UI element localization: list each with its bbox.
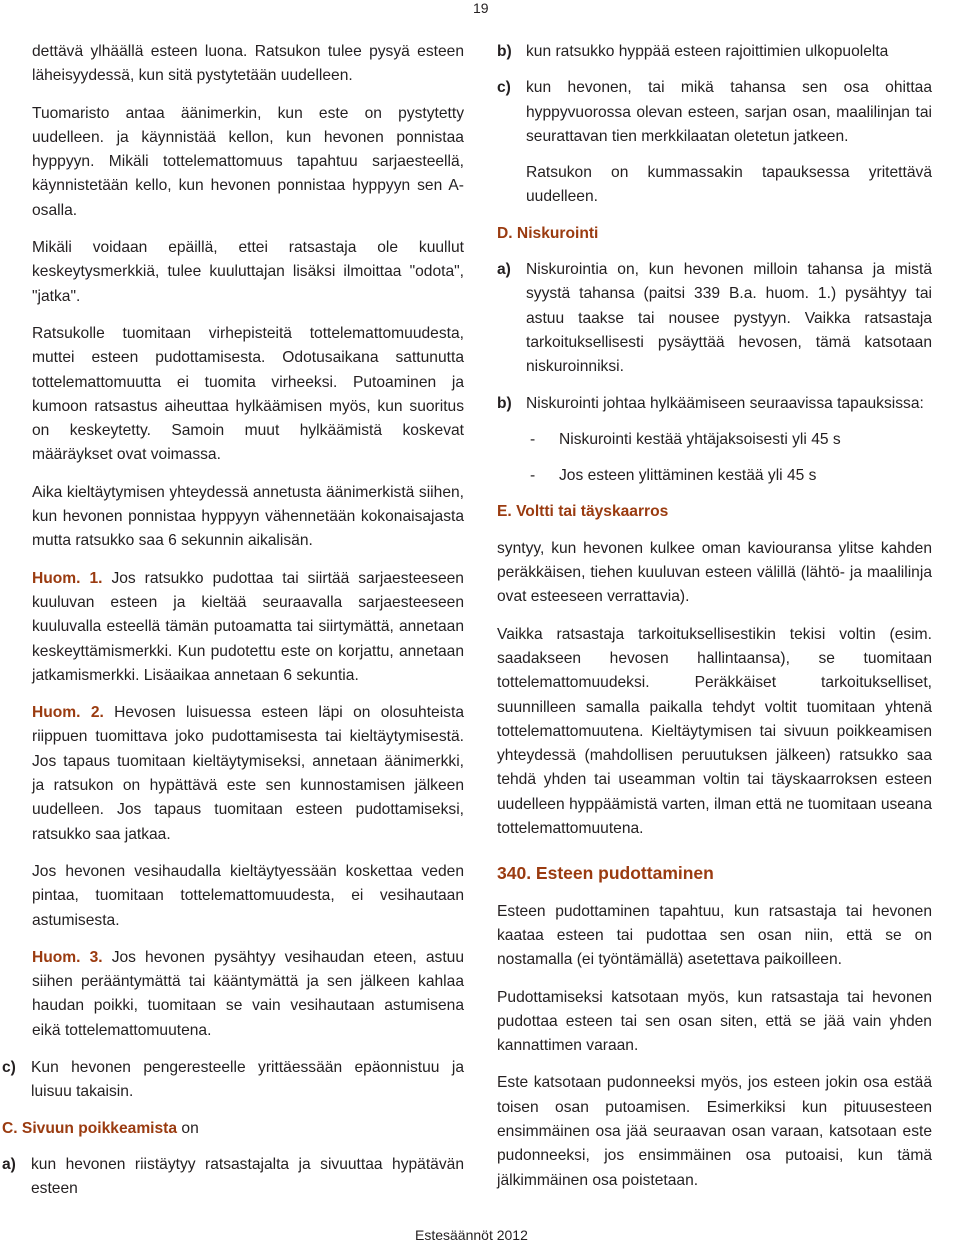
list-marker: a) [2,1155,16,1173]
dash-item-text: Niskurointi kestää yhtäjaksoisesti yli 45 s [559,430,841,448]
paragraph: Pudottamiseksi katsotaan myös, kun ratsastaja tai hevonen pudottaa esteen tai sen osan siten, että se jää vain yhden kannattimen varaan. [497,988,932,1055]
note-text: Jos hevonen pysähtyy vesihaudan eteen, astuu siihen perääntymättä tai kääntymättä ja sen jälkeen kahlaa haudan poikki, tuomitaan se vain vesihautaan astumisena eikä tottelemattomuutena. [32,948,464,1039]
list-item [497,392,932,416]
page-footer: Estesäännöt 2012 [415,1227,528,1243]
list-item [497,258,932,379]
dash-item [497,428,932,452]
paragraph: Jos hevonen vesihaudalla kieltäytyessään koskettaa veden pintaa, tuomitaan tottelemattomuudesta, ei vesihautaan astumisesta. [32,862,464,929]
list-item [497,40,932,64]
paragraph: Aika kieltäytymisen yhteydessä annetusta äänimerkistä siihen, kun hevonen ponnistaa hyppyyn vähennetään kokonaisajasta mutta ratsukko saa 6 sekunnin aikalisän. [32,483,464,550]
dash-marker: - [530,430,536,448]
section-heading-suffix: on [177,1119,199,1137]
note-label: Huom. 1. [32,569,103,587]
list-item [497,76,932,209]
list-item-text: Niskurointi johtaa hylkäämiseen seuraavissa tapauksissa: [526,394,924,412]
note-paragraph [32,946,464,1043]
dash-marker: - [530,467,536,485]
list-marker: a) [497,261,511,279]
section-heading-d: D. Niskurointi [497,224,599,242]
list-item-text: Kun hevonen pengeresteelle yrittäessään epäonnistuu ja luisuu takaisin. [31,1058,464,1101]
left-column [2,40,464,1213]
paragraph: Vaikka ratsastaja tarkoituksellisestikin tekisi voltin (esim. saadakseen hevosen hallintaansa), se tuomitaan tottelemattomuudeksi. Peräkkäiset tarkoitukselliset, suunnilleen samalla paikalla tehdyt voltit tuomitaan yhtenä tottelemattomuutena. Kieltäytymisen tai sivuun poikkeamisen yhteydessä (mahdollisen peruutuksen jälkeen) ratsukko saa tehdä yhden tai useamman voltin tai täyskaarroksen esteen uudelleen hyppäämistä varten, ilman että ne tuomitaan useana tottelemattomuutena. [497,625,932,838]
note-paragraph [32,701,464,847]
paragraph: dettävä ylhäällä esteen luona. Ratsukon tulee pysyä esteen läheisyydessä, kun sitä pystytetään uudelleen. [32,43,464,85]
section-heading-c [2,1117,464,1141]
paragraph: Esteen pudottaminen tapahtuu, kun ratsastaja tai hevonen kaataa esteen tai pudottaa sen osan niin, että se on nostamalla (ei työntämällä) asetettava paikoilleen. [497,902,932,969]
list-item-text: kun ratsukko hyppää esteen rajoittimien ulkopuolelta [526,43,889,60]
page-number: 19 [473,0,489,16]
list-item-text: kun hevonen, tai mikä tahansa sen osa ohittaa hyppyvuorossa olevan esteen, sarjan osan, maalilinjan tai seurattavan tien merkkilaatan oletetun jatkeen. [526,79,932,145]
list-item-text: Niskurointia on, kun hevonen milloin tahansa ja mistä syystä tahansa (paitsi 339 B.a. huom. 1.) pysähtyy tai astuu taakse tai nousee pystyyn. Vaikka ratsastaja tarkoituksellisesti pysäyttää hevosen, tämä katsotaan niskuroinniksi. [526,261,932,376]
paragraph: syntyy, kun hevonen kulkee oman kaviouransa ylitse kahden peräkkäisen, tiehen kuuluvan esteen välillä (lähtö- ja maalilinja ovat esteeseen verrattavia). [497,539,932,606]
paragraph: Este katsotaan pudonneeksi myös, jos esteen jokin osa estää toisen osan putoamisen. Esimerkiksi kun pituusesteen ensimmäinen osa jää seuraavan osan varaan, katsotaan este pudonneeksi, jos ensimmäinen osa putoaisi, kun tämä jälkimmäinen osa poistetaan. [497,1074,932,1189]
note-paragraph [32,567,464,688]
list-item-continuation: Ratsukon on kummassakin tapauksessa yritettävä uudelleen. [526,164,932,206]
list-marker: b) [497,43,512,60]
list-marker: c) [2,1058,16,1076]
section-heading-e: E. Voltti tai täyskaarros [497,503,669,521]
section-heading-text: C. Sivuun poikkeamista [2,1119,178,1137]
right-column [497,40,932,1206]
paragraph: Ratsukolle tuomitaan virhepisteitä tottelemattomuudesta, muttei esteen pudottamisesta. Odotusaikana sattunutta tottelemattomuutta ei tuomita virheeksi. Putoaminen ja kumoon ratsastus aiheuttaa hylkäämisen myös, kun suoritus on keskeytetty. Samoin muut hylkäämistä koskevat määräykset ovat voimassa. [32,324,464,464]
list-item [2,1153,464,1202]
note-label: Huom. 2. [32,704,104,722]
note-label: Huom. 3. [32,948,103,966]
list-marker: c) [497,79,511,97]
list-marker: b) [497,394,512,412]
list-item-text: kun hevonen riistäytyy ratsastajalta ja sivuuttaa hypätävän esteen [31,1155,464,1198]
section-heading-340: 340. Esteen pudottaminen [497,863,714,884]
list-item [2,1056,464,1105]
note-text: Jos ratsukko pudottaa tai siirtää sarjaesteeseen kuuluvan esteen ja kieltää seuraavalla sarjaesteeseen kuuluvalla esteellä tämän putoamatta tai siirtymättä, annetaan keskeyttämismerkki. Kun pudotettu este on korjattu, annetaan jatkamismerkki. Lisäaikaa annetaan 6 sekuntia. [32,569,464,684]
note-text: Hevosen luisuessa esteen läpi on olosuhteista riippuen tuomittava joko pudottamisesta tai kieltäytymisestä. Jos tapaus tuomitaan kieltäytymiseksi, annetaan äänimerkki, ja ratsukon on hypättävä este sen kunnostamisen jälkeen uudelleen. Jos tapaus tuomitaan esteen pudottamiseksi, ratsukko saa jatkaa. [32,704,464,843]
paragraph: Tuomaristo antaa äänimerkin, kun este on pystytetty uudelleen. ja käynnistää kellon, kun hevonen ponnistaa hyppyyn. Mikäli tottelemattomuus tapahtuu sarjaesteellä, käynnistetään kello, kun hevonen ponnistaa hyppyyn sen A-osalla. [32,104,464,219]
paragraph: Mikäli voidaan epäillä, ettei ratsastaja ole kuullut keskeytysmerkkiä, tulee kuuluttajan lisäksi ilmoittaa "odota", "jatka". [32,239,464,305]
dash-item [497,464,932,488]
dash-item-text: Jos esteen ylittäminen kestää yli 45 s [559,467,817,485]
